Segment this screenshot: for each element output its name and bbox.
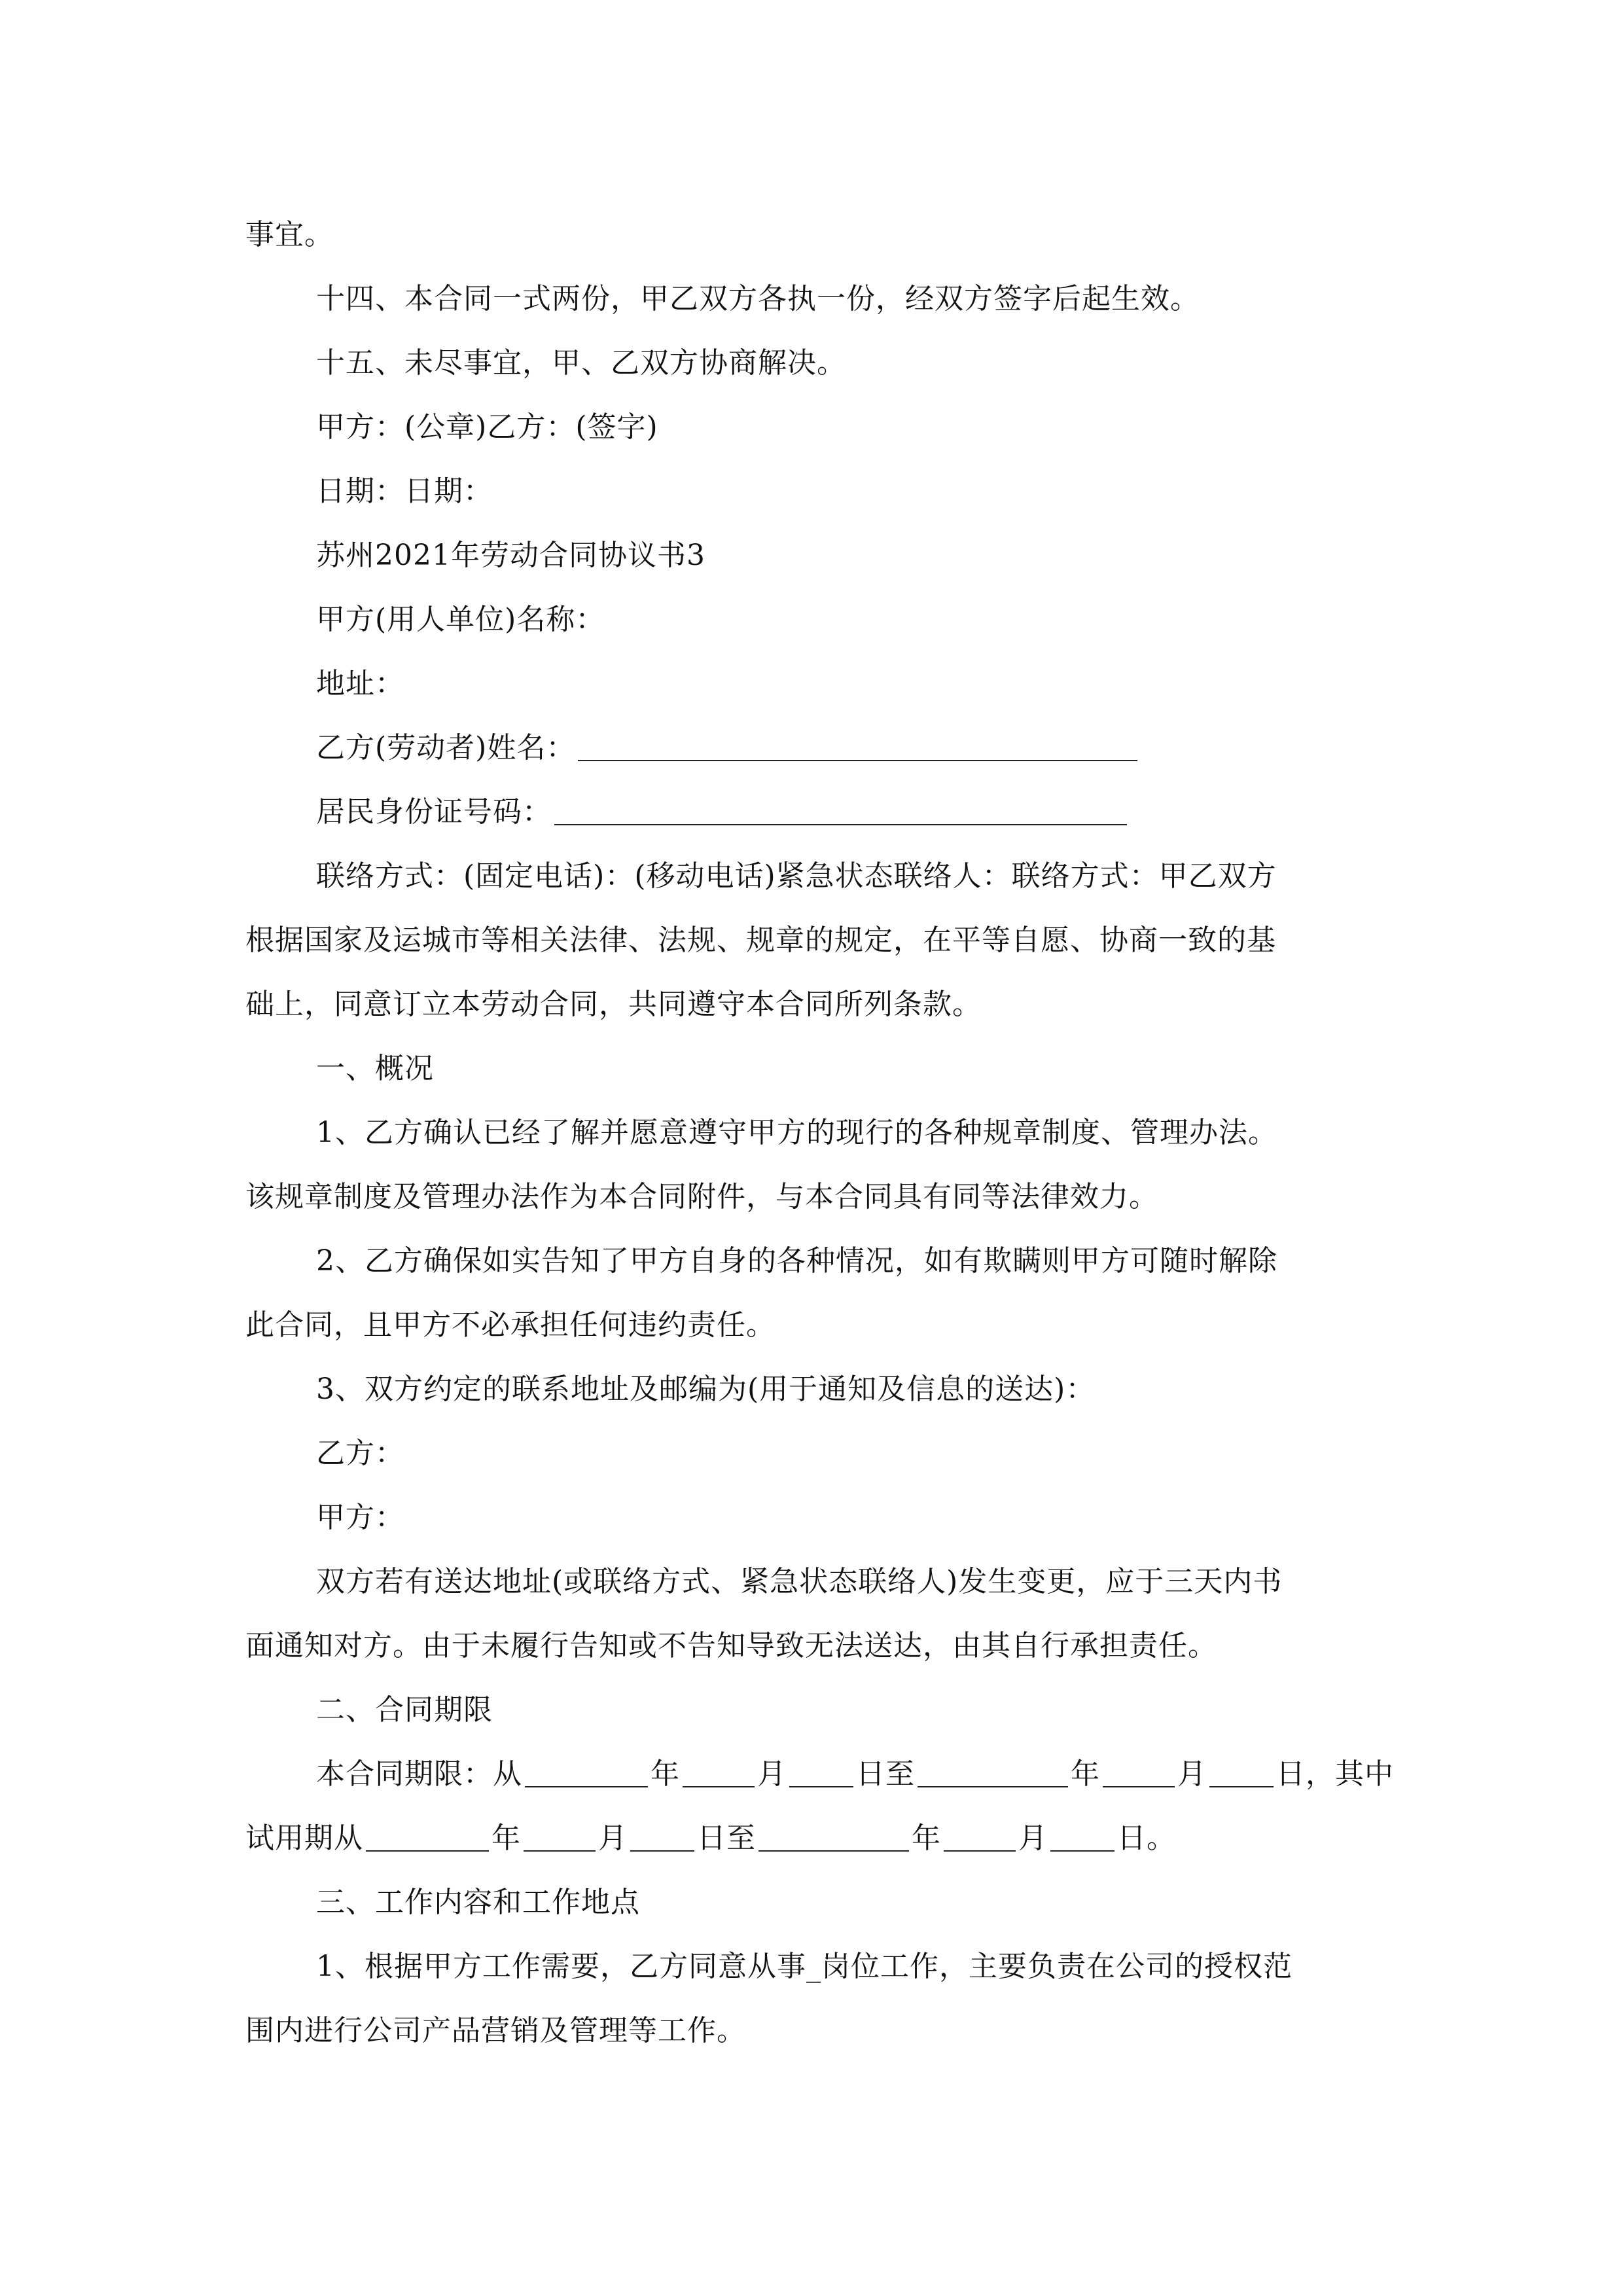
day-blank[interactable] — [789, 1760, 853, 1787]
day-blank[interactable] — [1050, 1824, 1115, 1852]
text-line: 面通知对方。由于未履行告知或不告知导致无法送达，由其自行承担责任。 — [245, 1629, 1217, 1662]
year-blank[interactable] — [366, 1824, 489, 1852]
text-fragment: 本合同期限：从 — [316, 1757, 522, 1791]
day-blank[interactable] — [1209, 1760, 1274, 1787]
text-line: 1、根据甲方工作需要，乙方同意从事_岗位工作，主要负责在公司的授权范 — [316, 1950, 1293, 1983]
contract-term-row — [245, 1742, 1394, 1806]
clause-14: 十四、本合同一式两份，甲乙双方各执一份，经双方签字后起生效。 — [316, 282, 1200, 315]
text-fragment: 年 — [1071, 1757, 1100, 1791]
probation-row — [245, 1806, 1381, 1871]
text-line: 事宜。 — [245, 218, 334, 251]
employee-name-row — [245, 716, 1381, 780]
clause-15: 十五、未尽事宜，甲、乙双方协商解决。 — [316, 346, 846, 380]
text-fragment: 月 — [1177, 1757, 1207, 1791]
month-blank[interactable] — [524, 1824, 596, 1852]
contact-paragraph — [245, 844, 1381, 1037]
overview-item-1 — [245, 1101, 1381, 1229]
id-number-blank[interactable] — [554, 798, 1127, 825]
text-fragment: 试用期从 — [245, 1821, 363, 1855]
text-fragment: 月 — [1018, 1821, 1048, 1855]
text-fragment: 日至 — [697, 1821, 756, 1855]
text-line: 2、乙方确保如实告知了甲方自身的各种情况，如有欺瞒则甲方可随时解除 — [316, 1244, 1277, 1278]
day-blank[interactable] — [630, 1824, 694, 1852]
text-line: 础上，同意订立本劳动合同，共同遵守本合同所列条款。 — [245, 988, 982, 1021]
month-blank[interactable] — [683, 1760, 755, 1787]
change-notice-paragraph — [245, 1550, 1381, 1678]
text-fragment: 月 — [598, 1821, 628, 1855]
employee-name-label: 乙方(劳动者)姓名： — [316, 731, 576, 764]
id-number-row — [245, 780, 1381, 844]
overview-item-2 — [245, 1229, 1381, 1357]
year-blank[interactable] — [918, 1760, 1068, 1787]
text-fragment: 日，其中 — [1276, 1757, 1394, 1791]
text-fragment: 年 — [491, 1821, 521, 1855]
employer-name-label: 甲方(用人单位)名称： — [316, 603, 605, 636]
text-line: 1、乙方确认已经了解并愿意遵守甲方的现行的各种规章制度、管理办法。 — [316, 1116, 1277, 1149]
text-line: 该规章制度及管理办法作为本合同附件，与本合同具有同等法律效力。 — [245, 1180, 1158, 1213]
month-blank[interactable] — [944, 1824, 1016, 1852]
id-number-label: 居民身份证号码： — [316, 795, 552, 829]
overview-item-3: 3、双方约定的联系地址及邮编为(用于通知及信息的送达)： — [316, 1372, 1096, 1406]
heading-overview: 一、概况 — [316, 1052, 434, 1085]
party-a-address-label: 甲方： — [316, 1501, 404, 1534]
year-blank[interactable] — [525, 1760, 648, 1787]
text-line: 围内进行公司产品营销及管理等工作。 — [245, 2014, 746, 2047]
text-fragment: 日至 — [856, 1757, 915, 1791]
year-blank[interactable] — [758, 1824, 909, 1852]
party-b-address-label: 乙方： — [316, 1437, 404, 1470]
employee-name-blank[interactable] — [578, 734, 1137, 761]
work-content-item-1 — [245, 1935, 1381, 2063]
heading-contract-term: 二、合同期限 — [316, 1693, 493, 1727]
date-line: 日期：日期： — [316, 475, 493, 508]
text-line: 双方若有送达地址(或联络方式、紧急状态联络人)发生变更，应于三天内书 — [316, 1565, 1283, 1598]
heading-work-content: 三、工作内容和工作地点 — [316, 1886, 640, 1919]
signature-line: 甲方：(公章)乙方：(签字) — [316, 410, 658, 444]
text-line: 联络方式：(固定电话)：(移动电话)紧急状态联络人：联络方式：甲乙双方 — [316, 859, 1277, 893]
text-line: 此合同，且甲方不必承担任何违约责任。 — [245, 1308, 776, 1342]
document-page — [245, 203, 1394, 2063]
text-fragment: 年 — [651, 1757, 680, 1791]
section-title: 苏州2021年劳动合同协议书3 — [316, 539, 705, 572]
text-fragment: 日。 — [1117, 1821, 1176, 1855]
text-fragment: 年 — [912, 1821, 941, 1855]
text-fragment: 月 — [757, 1757, 787, 1791]
month-blank[interactable] — [1103, 1760, 1175, 1787]
address-label: 地址： — [316, 667, 404, 700]
text-line: 根据国家及运城市等相关法律、法规、规章的规定，在平等自愿、协商一致的基 — [245, 924, 1276, 957]
